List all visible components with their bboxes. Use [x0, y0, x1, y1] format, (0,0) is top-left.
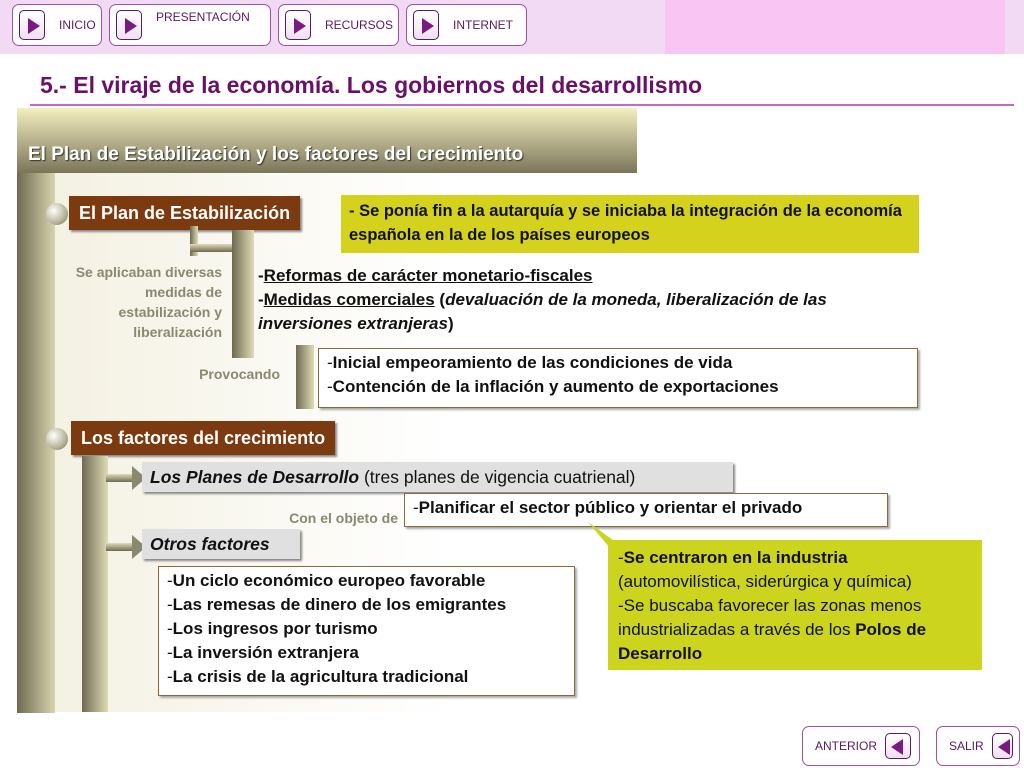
- nav-presentacion-button[interactable]: [109, 4, 271, 46]
- connector-horizontal: [106, 474, 134, 482]
- connector-horizontal: [190, 244, 236, 252]
- plan-summary-box: - Se ponía fin a la autarquía y se iniciaba la integración de la economía española en la de los países europeos: [341, 195, 919, 253]
- page-title: 5.- El viraje de la economía. Los gobiernos del desarrollismo: [40, 72, 703, 98]
- back-arrow-icon: [992, 733, 1013, 759]
- con-objeto-label: Con el objeto de: [289, 510, 398, 526]
- play-icon: [116, 10, 142, 40]
- play-icon: [413, 10, 439, 40]
- connector-horizontal: [106, 543, 134, 551]
- nav-inicio-label: INICIO: [59, 18, 96, 32]
- planes-detail-item: -Se centraron en la industria (automovilística, siderúrgica y química): [618, 548, 912, 591]
- factors-list-box: [158, 566, 575, 696]
- measure-item: -Reformas de carácter monetario-fiscales: [258, 266, 593, 285]
- nav-internet-button[interactable]: [406, 4, 527, 46]
- planes-detail-box: [608, 540, 982, 670]
- play-icon: [19, 10, 45, 40]
- effects-vertical-bar: [296, 345, 314, 409]
- effect-item: -Contención de la inflación y aumento de exportaciones: [327, 377, 779, 396]
- measures-side-note: Se aplicaban diversas medidas de estabilización y liberalización: [75, 264, 222, 340]
- anterior-label: ANTERIOR: [815, 739, 878, 753]
- factors-vertical-bar: [82, 456, 108, 712]
- measures-list: [258, 264, 918, 336]
- panel-title: El Plan de Estabilización y los factores del crecimiento: [28, 144, 524, 165]
- nav-inicio-button[interactable]: [12, 4, 102, 46]
- section-bullet-icon: [46, 428, 68, 450]
- play-icon: [285, 10, 311, 40]
- factores-crecimiento-tag: Los factores del crecimiento: [71, 421, 335, 455]
- nav-recursos-label: RECURSOS: [325, 18, 394, 32]
- measure-item: -Medidas comerciales (devaluación de la moneda, liberalización de las inversiones extranjeras): [258, 290, 827, 333]
- section-bullet-icon: [46, 203, 68, 225]
- factor-item: -La inversión extranjera: [167, 643, 359, 662]
- factor-item: -Las remesas de dinero de los emigrantes: [167, 595, 507, 614]
- nav-recursos-button[interactable]: [278, 4, 399, 46]
- factor-item: -La crisis de la agricultura tradicional: [167, 667, 469, 686]
- back-arrow-icon: [885, 733, 911, 759]
- objetivo-box: -Planificar el sector público y orientar el privado: [404, 493, 888, 527]
- nav-decoration-panel: [665, 0, 1005, 54]
- measures-vertical-bar: [232, 230, 254, 358]
- otros-factores-tag: Otros factores: [142, 529, 300, 559]
- nav-internet-label: INTERNET: [453, 18, 513, 32]
- salir-button[interactable]: [936, 726, 1020, 766]
- title-underline: [30, 104, 1014, 106]
- nav-presentacion-label: PRESENTACIÓN: [156, 10, 250, 24]
- plan-estabilizacion-tag: El Plan de Estabilización: [69, 196, 300, 230]
- salir-label: SALIR: [949, 739, 984, 753]
- planes-desarrollo-tag: Los Planes de Desarrollo (tres planes de vigencia cuatrienal): [142, 462, 733, 492]
- provocando-label: Provocando: [199, 366, 280, 382]
- planes-detail-item: -Se buscaba favorecer las zonas menos industrializadas a través de los Polos de Desarrollo: [618, 596, 927, 663]
- factor-item: -Un ciclo económico europeo favorable: [167, 571, 486, 590]
- factor-item: -Los ingresos por turismo: [167, 619, 378, 638]
- effects-box: [318, 348, 918, 408]
- anterior-button[interactable]: [802, 726, 920, 766]
- effect-item: -Inicial empeoramiento de las condiciones de vida: [327, 353, 733, 372]
